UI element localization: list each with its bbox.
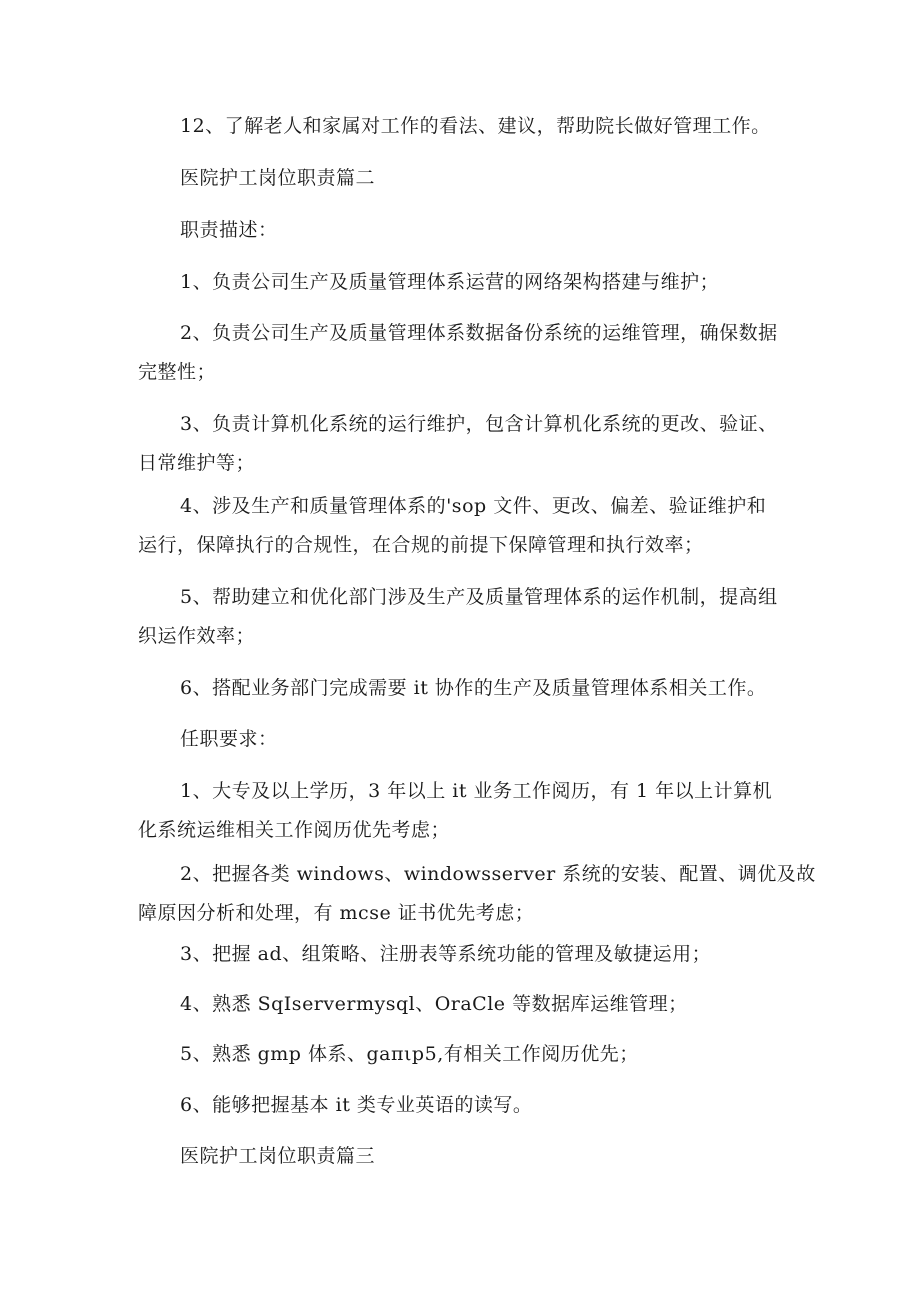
description-item-4-line-1: 4、涉及生产和质量管理体系的'sop 文件、更改、偏差、验证维护和 — [180, 495, 767, 517]
description-item-5-line-2: 织运作效率； — [138, 625, 256, 647]
requirement-item-6: 6、能够把握基本 it 类专业英语的读写。 — [180, 1094, 533, 1116]
description-item-6: 6、搭配业务部门完成需要 it 协作的生产及质量管理体系相关工作。 — [180, 677, 767, 699]
requirement-item-4: 4、熟悉 SqIservermysql、OraCle 等数据库运维管理； — [180, 993, 688, 1015]
description-item-2-line-1: 2、负责公司生产及质量管理体系数据备份系统的运维管理，确保数据 — [180, 322, 778, 344]
description-item-2-line-2: 完整性； — [138, 361, 217, 383]
job-requirements-label: 任职要求： — [180, 728, 278, 750]
requirement-item-2-line-2: 障原因分析和处理，有 mcse 证书优先考虑； — [138, 902, 535, 924]
requirement-item-1-line-2: 化系统运维相关工作阅历优先考虑； — [138, 819, 451, 841]
description-item-1: 1、负责公司生产及质量管理体系运营的网络架构搭建与维护； — [180, 271, 720, 293]
section-heading-2: 医院护工岗位职责篇二 — [180, 167, 376, 189]
description-item-3-line-1: 3、负责计算机化系统的运行维护，包含计算机化系统的更改、验证、 — [180, 413, 778, 435]
description-item-4-line-2: 运行，保障执行的合规性，在合规的前提下保障管理和执行效率； — [138, 534, 704, 556]
description-item-5-line-1: 5、帮助建立和优化部门涉及生产及质量管理体系的运作机制，提高组 — [180, 586, 778, 608]
job-description-label: 职责描述： — [180, 219, 278, 241]
description-item-3-line-2: 日常维护等； — [138, 452, 256, 474]
requirement-item-3: 3、把握 ad、组策略、注册表等系统功能的管理及敏捷运用； — [180, 943, 712, 965]
requirement-item-2-line-1: 2、把握各类 windows、windowsserver 系统的安装、配置、调优及故 — [180, 863, 816, 885]
duty-item-12: 12、了解老人和家属对工作的看法、建议，帮助院长做好管理工作。 — [180, 115, 771, 137]
requirement-item-5: 5、熟悉 gmp 体系、gaπιp5,有相关工作阅历优先； — [180, 1043, 639, 1065]
requirement-item-1-line-1: 1、大专及以上学历，3 年以上 it 业务工作阅历，有 1 年以上计算机 — [180, 780, 773, 802]
section-heading-3: 医院护工岗位职责篇三 — [180, 1145, 376, 1167]
